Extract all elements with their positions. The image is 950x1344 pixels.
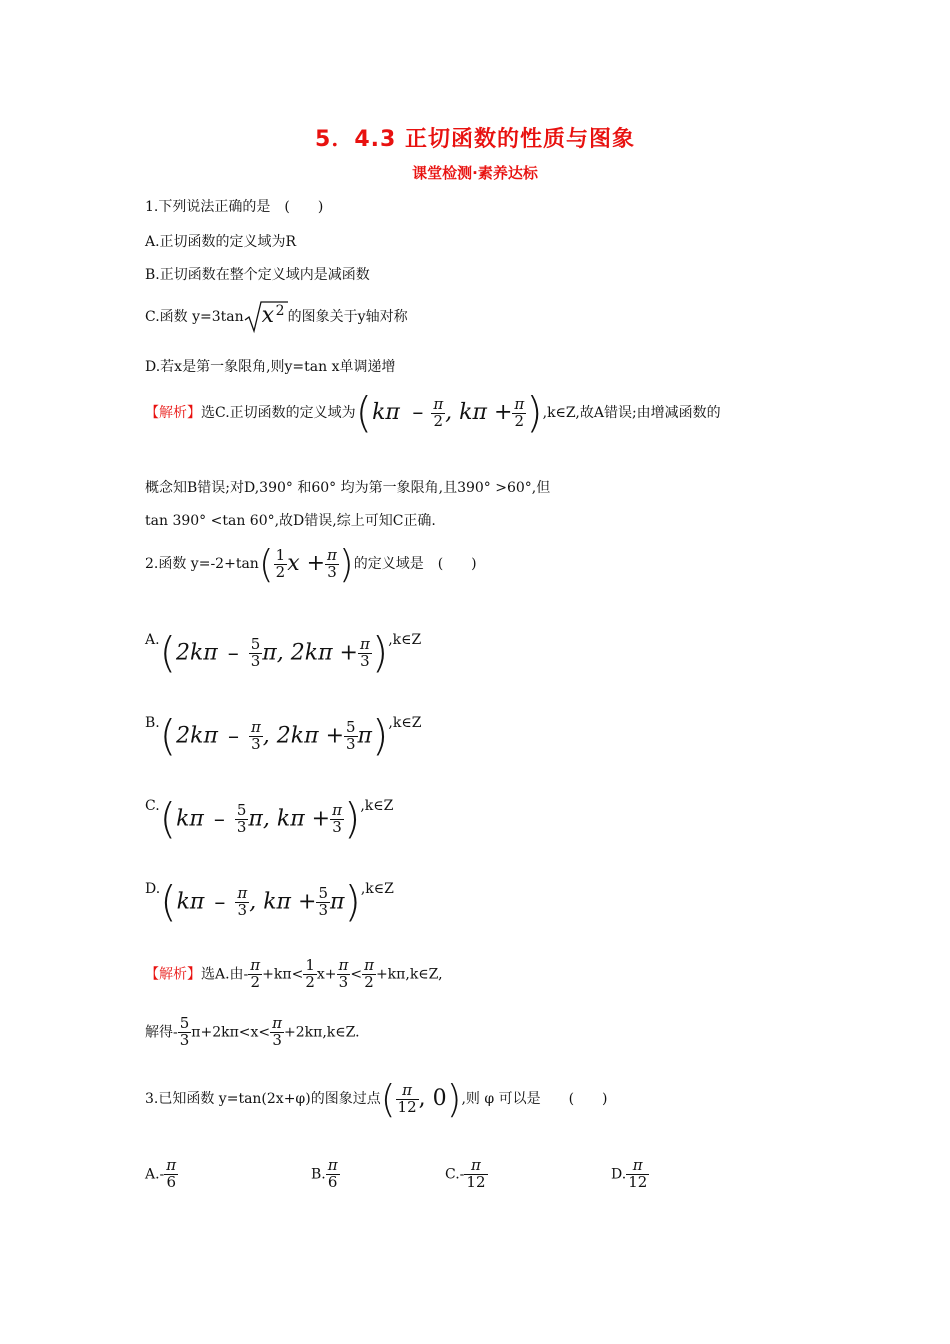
page-subtitle: 课堂检测·素养达标: [412, 164, 538, 182]
x-plus: x +: [287, 551, 326, 576]
q2-solution-text: +kπ,k∈Z,: [375, 966, 443, 983]
fraction: [464, 1158, 487, 1191]
denominator: 12: [628, 1172, 648, 1191]
numerator: π: [514, 394, 525, 413]
page-title: 5．4.3 正切函数的性质与图象: [315, 127, 635, 152]
right-paren: ): [526, 388, 543, 437]
interval-mid: , 2kπ +: [262, 723, 344, 749]
q1-solution-line2: 概念知B错误;对D,390° 和60° 均为第一象限角,且390° >60°,但: [145, 480, 551, 496]
denominator: 2: [431, 413, 445, 430]
numerator: π: [250, 956, 261, 974]
q1-option-a: A.正切函数的定义域为R: [145, 234, 297, 250]
interval-start: kπ: [176, 889, 205, 915]
fraction: [249, 717, 263, 753]
fraction: [344, 717, 358, 753]
denominator: 3: [235, 902, 249, 919]
q1-solution-pre: 选C.正切函数的定义域为: [201, 405, 356, 421]
q3-option-c: [445, 1158, 488, 1191]
right-paren: ): [338, 542, 354, 586]
q2-solution-text: +kπ<: [262, 966, 304, 983]
solution-tag: 【解析】: [145, 966, 201, 983]
q3-option-a: [145, 1158, 178, 1191]
numerator: π: [402, 1080, 412, 1099]
fraction-pi-over-12: [396, 1080, 419, 1116]
fraction-pi-over-2: [512, 394, 526, 430]
denominator: 3: [249, 736, 263, 753]
denominator: 2: [512, 413, 526, 430]
q3-option-d: [611, 1158, 649, 1191]
q3-stem-pre: 3.已知函数 y=tan(2x+φ)的图象过点: [145, 1091, 381, 1107]
q3-stem-post: ,则 φ 可以是 ( ): [461, 1091, 608, 1107]
denominator: 2: [362, 974, 376, 991]
left-paren: (: [160, 877, 177, 926]
solution-tag: 【解析】: [145, 405, 201, 421]
q1-solution-post: ,k∈Z,故A错误;由增减函数的: [542, 405, 721, 421]
numerator: π: [250, 717, 261, 736]
fraction: [337, 958, 351, 991]
left-paren: (: [159, 628, 176, 677]
q2-stem-pre: 2.函数 y=-2+tan: [145, 556, 259, 572]
right-paren: ): [371, 628, 389, 677]
pi-symbol: π: [357, 723, 373, 749]
q1-option-c-pre: C.函数 y=3tan: [145, 309, 244, 325]
fraction: [326, 1158, 340, 1191]
minus-sign: –: [214, 889, 226, 915]
q1-stem: 1.下列说法正确的是 ( ): [145, 199, 324, 215]
right-paren: ): [372, 711, 389, 760]
denominator: 3: [270, 1032, 284, 1049]
minus-sign: –: [227, 723, 239, 749]
q1-option-b: B.正切函数在整个定义域内是减函数: [145, 267, 370, 283]
q2-option-a: [145, 628, 422, 677]
fraction: [249, 634, 263, 670]
option-label: A.-: [145, 1166, 165, 1183]
q2-stem-post: 的定义域是 ( ): [353, 556, 477, 572]
numerator: π: [327, 1156, 338, 1174]
fraction: [362, 958, 376, 991]
numerator: π: [338, 956, 349, 974]
option-label: C.: [145, 798, 160, 814]
q1-option-c: [145, 300, 408, 334]
fraction: [248, 958, 262, 991]
right-paren: ): [446, 1077, 462, 1121]
denominator: 2: [248, 974, 262, 991]
left-paren: (: [355, 388, 373, 437]
sqrt-radicand: x: [261, 303, 275, 328]
option-label: C.-: [445, 1166, 465, 1183]
fraction: [235, 800, 249, 836]
denominator: 12: [397, 1097, 417, 1116]
denominator: 12: [466, 1172, 486, 1191]
option-label: B.: [311, 1166, 326, 1183]
q1-option-c-post: 的图象关于y轴对称: [287, 309, 408, 325]
interval-start: 2kπ: [176, 723, 218, 749]
point-zero: , 0: [418, 1086, 447, 1111]
q3-option-b: [311, 1158, 340, 1191]
fraction-pi-over-2: [431, 394, 445, 430]
minus-sign: –: [412, 400, 424, 425]
q2-stem: [145, 542, 477, 586]
numerator: π: [433, 394, 444, 413]
fraction-1-over-2: [274, 545, 288, 581]
q2-solution-text: π+2kπ<x<: [191, 1024, 271, 1041]
q2-option-b: [145, 711, 422, 760]
q3-stem: [145, 1077, 608, 1121]
interval-mid: , kπ +: [249, 889, 317, 915]
numerator: 5: [236, 800, 247, 819]
q2-solution-line2: [145, 1016, 360, 1049]
denominator: 3: [250, 651, 261, 670]
option-post: ,k∈Z: [360, 881, 394, 897]
denominator: 3: [358, 653, 372, 670]
denominator: 6: [164, 1174, 178, 1191]
sqrt-symbol: [244, 300, 288, 334]
numerator: π: [327, 545, 337, 564]
option-label: A.: [145, 632, 160, 648]
right-paren: ): [343, 794, 361, 843]
numerator: 1: [305, 956, 315, 974]
option-label: B.: [145, 715, 160, 731]
numerator: π: [332, 800, 342, 819]
denominator: 2: [275, 562, 286, 581]
numerator: π: [359, 634, 370, 653]
numerator: π: [471, 1156, 481, 1174]
fraction: [178, 1016, 192, 1049]
q2-option-d: [145, 877, 394, 926]
denominator: 3: [318, 900, 328, 919]
left-paren: (: [159, 794, 177, 843]
denominator: 3: [236, 817, 247, 836]
sqrt-exponent: 2: [275, 303, 285, 319]
numerator: π: [237, 883, 248, 902]
k-pi: kπ: [372, 400, 400, 425]
denominator: 3: [325, 564, 339, 581]
q2-solution-text: 解得-: [145, 1024, 178, 1041]
left-paren: (: [159, 711, 177, 760]
pi-symbol: π: [262, 640, 277, 666]
right-paren: ): [344, 877, 361, 926]
pi-symbol: π: [329, 889, 345, 915]
numerator: 5: [179, 1014, 190, 1032]
denominator: 3: [337, 974, 351, 991]
fraction: [330, 800, 344, 836]
denominator: 3: [346, 734, 356, 753]
numerator: 5: [346, 717, 356, 736]
pi-symbol: π: [248, 806, 263, 832]
numerator: π: [166, 1156, 177, 1174]
q2-solution-text: x+: [316, 966, 337, 983]
interval-start: 2kπ: [175, 640, 218, 666]
numerator: 5: [250, 634, 261, 653]
denominator: 2: [305, 972, 315, 991]
k-pi-plus: , kπ +: [445, 400, 513, 425]
numerator: 5: [318, 883, 328, 902]
q2-solution-text: <: [350, 966, 363, 983]
fraction: [235, 883, 249, 919]
numerator: 1: [275, 545, 286, 564]
q1-solution: [145, 388, 721, 437]
numerator: π: [632, 1156, 643, 1174]
fraction: [316, 883, 330, 919]
option-post: ,k∈Z: [388, 632, 422, 648]
fraction-pi-over-3: [325, 545, 339, 581]
option-label: D.: [611, 1166, 627, 1183]
numerator: π: [364, 956, 374, 974]
q2-solution: [145, 958, 443, 991]
interval-start: kπ: [176, 806, 204, 832]
minus-sign: –: [213, 806, 225, 832]
option-post: ,k∈Z: [388, 715, 422, 731]
q2-solution-text: 选A.由-: [201, 966, 249, 983]
option-post: ,k∈Z: [360, 798, 394, 814]
q2-solution-text: +2kπ,k∈Z.: [284, 1024, 360, 1041]
fraction: [358, 634, 372, 670]
numerator: π: [272, 1014, 283, 1032]
fraction: [626, 1158, 649, 1191]
denominator: 3: [330, 819, 344, 836]
left-paren: (: [258, 542, 274, 586]
denominator: 6: [326, 1174, 340, 1191]
fraction: [303, 958, 317, 991]
interval-mid: , kπ +: [262, 806, 331, 832]
option-label: D.: [145, 881, 161, 897]
left-paren: (: [380, 1077, 396, 1121]
q2-option-c: [145, 794, 394, 843]
interval-mid: , 2kπ +: [276, 640, 358, 666]
denominator: 3: [179, 1030, 190, 1049]
q1-solution-line3: tan 390° <tan 60°,故D错误,综上可知C正确.: [145, 513, 436, 529]
fraction: [270, 1016, 284, 1049]
q1-option-d: D.若x是第一象限角,则y=tan x单调递增: [145, 359, 396, 375]
minus-sign: –: [227, 640, 239, 666]
fraction: [164, 1158, 178, 1191]
